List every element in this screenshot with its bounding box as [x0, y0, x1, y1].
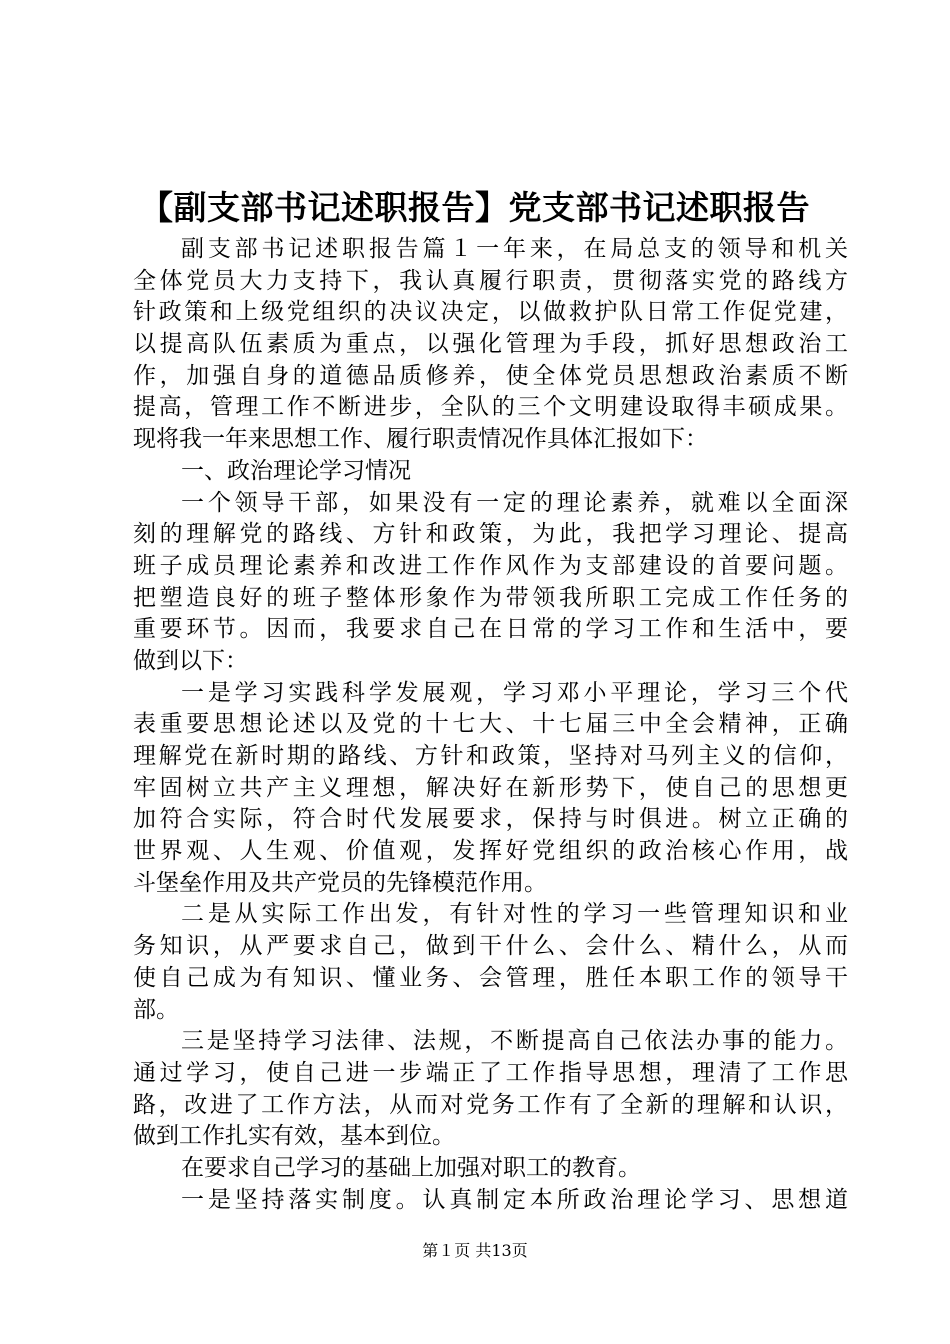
body-line: 一个领导干部，如果没有一定的理论素养，就难以全面深 [181, 489, 848, 516]
body-line: 提高，管理工作不断进步，全队的三个文明建设取得丰硕成果。 [133, 394, 848, 421]
body-line: 二是从实际工作出发，有针对性的学习一些管理知识和业 [181, 901, 848, 928]
body-line: 以提高队伍素质为重点，以强化管理为手段，抓好思想政治工 [133, 331, 848, 358]
section-heading: 一、政治理论学习情况 [181, 457, 411, 484]
body-line: 加符合实际，符合时代发展要求，保持与时俱进。树立正确的 [133, 806, 848, 833]
body-line: 重要环节。因而，我要求自己在日常的学习工作和生活中，要 [133, 616, 848, 643]
body-line: 作，加强自身的道德品质修养，使全体党员思想政治素质不断 [133, 362, 848, 389]
body-line: 一是学习实践科学发展观，学习邓小平理论，学习三个代 [181, 679, 848, 706]
body-line: 理解党在新时期的路线、方针和政策，坚持对马列主义的信仰， [133, 743, 848, 769]
body-line: 使自己成为有知识、懂业务、会管理，胜任本职工作的领导干 [133, 964, 848, 991]
document-body [133, 234, 848, 1216]
body-line: 部。 [133, 996, 179, 1023]
body-line: 牢固树立共产主义理想，解决好在新形势下，使自己的思想更 [133, 774, 848, 801]
body-line: 路，改进了工作方法，从而对党务工作有了全新的理解和认识， [133, 1091, 848, 1118]
body-line: 一是坚持落实制度。认真制定本所政治理论学习、思想道 [181, 1186, 848, 1213]
body-line: 三是坚持学习法律、法规，不断提高自己依法办事的能力。 [181, 1028, 848, 1055]
body-line: 做到以下： [133, 647, 248, 674]
body-line: 通过学习，使自己进一步端正了工作指导思想，理清了工作思 [133, 1059, 848, 1086]
body-line: 刻的理解党的路线、方针和政策，为此，我把学习理论、提高 [133, 521, 848, 548]
body-line: 世界观、人生观、价值观，发挥好党组织的政治核心作用，战 [133, 838, 848, 865]
body-line: 把塑造良好的班子整体形象作为带领我所职工完成工作任务的 [133, 584, 848, 611]
body-line: 针政策和上级党组织的决议决定，以做救护队日常工作促党建， [133, 299, 848, 326]
body-line: 现将我一年来思想工作、履行职责情况作具体汇报如下： [133, 426, 708, 453]
body-line: 全体党员大力支持下，我认真履行职责，贯彻落实党的路线方 [133, 267, 848, 294]
body-line: 斗堡垒作用及共产党员的先锋模范作用。 [133, 869, 547, 896]
body-line: 表重要思想论述以及党的十七大、十七届三中全会精神，正确 [133, 711, 848, 738]
body-line: 班子成员理论素养和改进工作作风作为支部建设的首要问题。 [133, 552, 848, 579]
body-line: 副支部书记述职报告篇１一年来，在局总支的领导和机关 [181, 236, 848, 262]
body-line: 在要求自己学习的基础上加强对职工的教育。 [181, 1154, 641, 1181]
document-title: 【副支部书记述职报告】党支部书记述职报告 [140, 188, 810, 227]
body-line: 务知识，从严要求自己，做到干什么、会什么、精什么，从而 [133, 933, 848, 960]
page-number: 第１页 共13页 [422, 1241, 528, 1260]
body-line: 做到工作扎实有效，基本到位。 [133, 1123, 455, 1150]
